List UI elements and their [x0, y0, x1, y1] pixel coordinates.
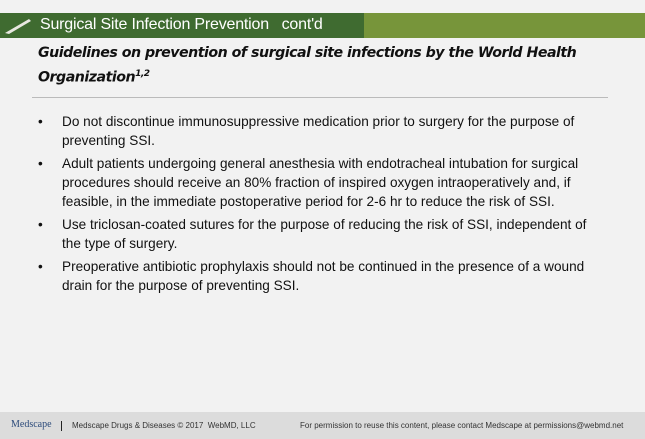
- footer-permission: For permission to reuse this content, please contact Medscape at permissions@webmd.net: [300, 421, 624, 430]
- bullet-icon: •: [38, 156, 43, 171]
- footer-source: Medscape Drugs & Diseases © 2017 WebMD, LLC: [72, 421, 256, 430]
- subtitle-reference: 1,2: [135, 69, 150, 79]
- bullet-icon: •: [38, 114, 43, 129]
- footer-separator: [61, 421, 62, 431]
- list-item-text: Preoperative antibiotic prophylaxis should not be continued in the presence of a wound drain for the purpose of preventing SSI.: [62, 259, 585, 293]
- scalpel-icon: [3, 17, 33, 35]
- header-bar: [0, 13, 645, 38]
- medscape-logo: Medscape: [11, 419, 52, 430]
- header-title: Surgical Site Infection Prevention cont'd: [40, 16, 323, 33]
- footer: [0, 412, 645, 439]
- bullet-icon: •: [38, 217, 43, 232]
- list-item: [38, 154, 598, 211]
- list-item: [38, 112, 598, 150]
- divider: [32, 97, 608, 98]
- list-item: [38, 257, 598, 295]
- bullet-list: [38, 112, 598, 299]
- header-title-panel: [0, 13, 364, 38]
- list-item-text: Do not discontinue immunosuppressive medication prior to surgery for the purpose of preventing SSI.: [62, 114, 575, 148]
- bullet-icon: •: [38, 259, 43, 274]
- list-item-text: Adult patients undergoing general anesthesia with endotracheal intubation for surgical procedures should receive an 80% fraction of inspired oxygen intraoperatively and, if feasible, in the immediate postoperative period for 2-6 hr to reduce the risk of SSI.: [62, 156, 579, 209]
- slide-subtitle: [38, 43, 598, 89]
- list-item-text: Use triclosan-coated sutures for the purpose of reducing the risk of SSI, independent of the type of surgery.: [62, 217, 587, 251]
- subtitle-text: Guidelines on prevention of surgical site infections by the World Health Organization: [38, 45, 577, 86]
- list-item: [38, 215, 598, 253]
